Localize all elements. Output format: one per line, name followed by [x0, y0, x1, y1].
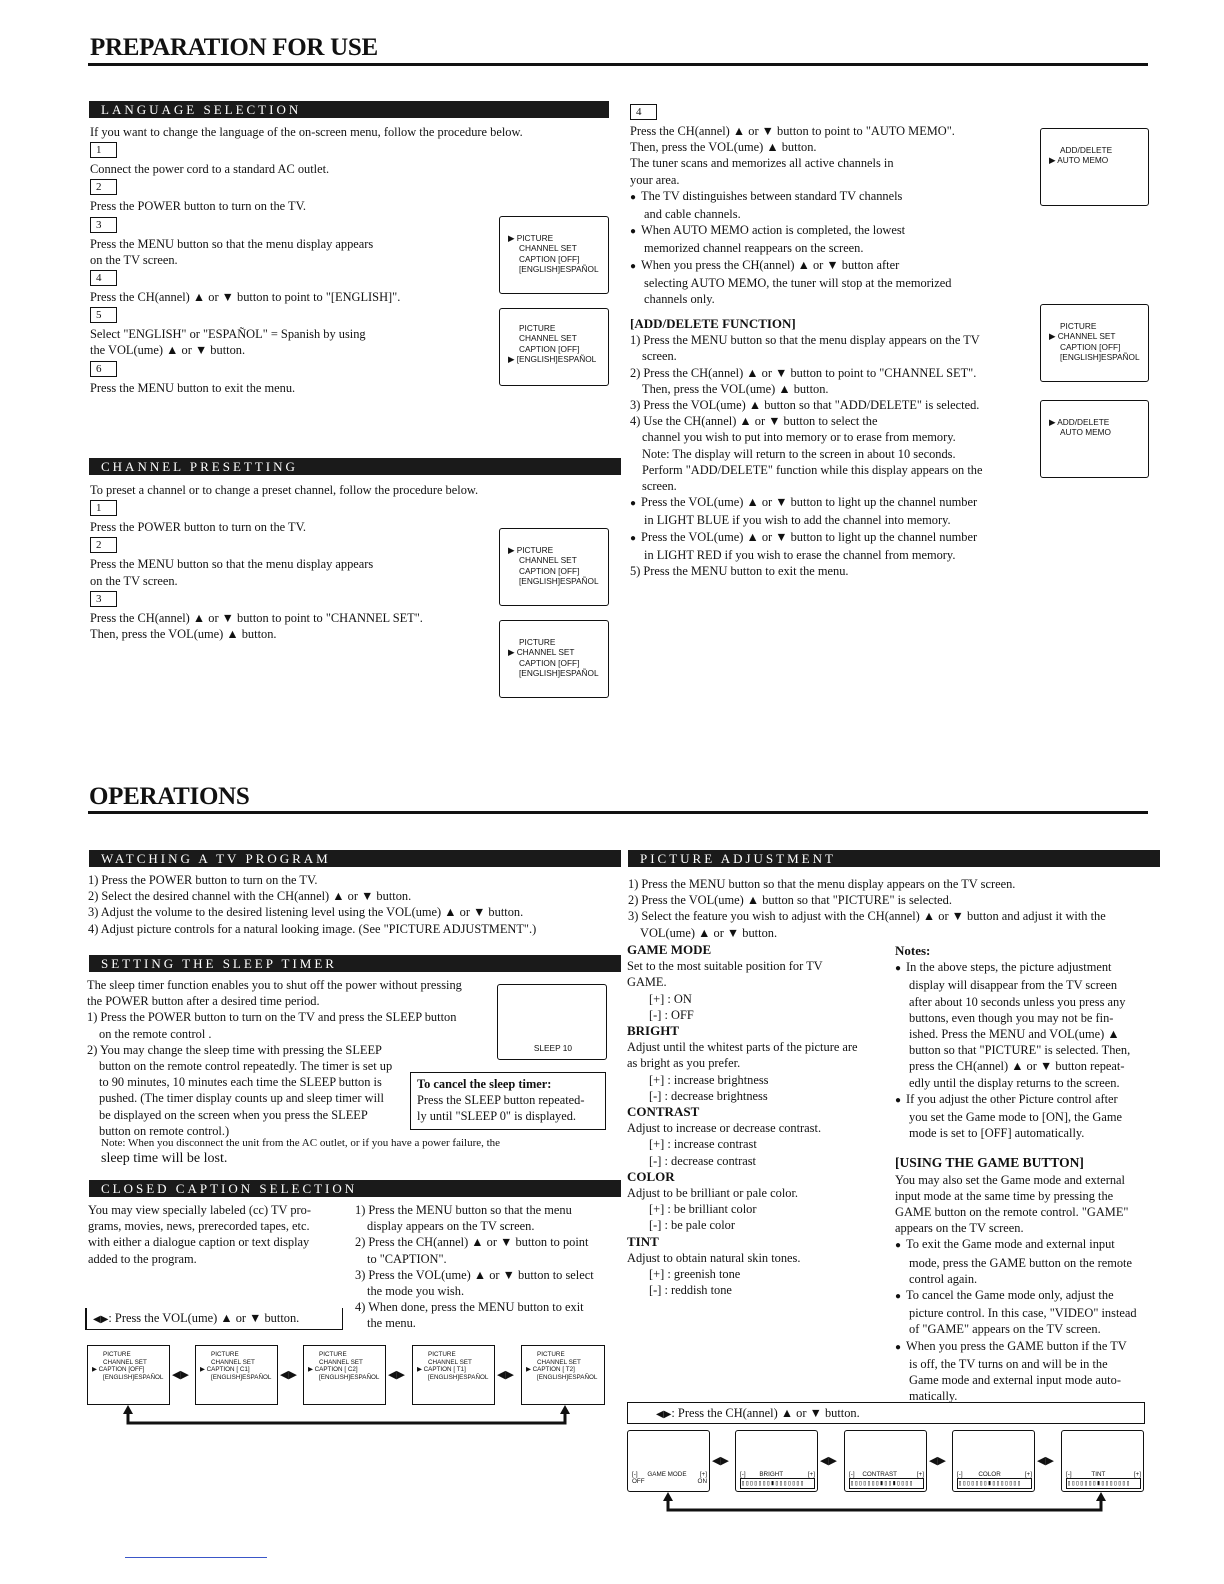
body-text: added to the program. [88, 1251, 197, 1266]
step-number: 2 [90, 537, 117, 553]
note-text: sleep time will be lost. [101, 1151, 228, 1166]
body-text: with either a dialogue caption or text display [88, 1235, 310, 1250]
feature-option: [+] : increase brightness [649, 1072, 769, 1087]
step-text: Connect the power cord to a standard AC outlet. [90, 162, 330, 177]
auto-memo-step [630, 102, 1030, 307]
step-text: button on the remote control repeatedly. The timer is set up [99, 1059, 393, 1074]
note-text: edly until the display returns to the screen. [909, 1075, 1120, 1090]
menu-item: AUTO MEMO [1060, 427, 1112, 438]
step-text: Press the POWER button to turn on the TV. [90, 199, 307, 214]
menu-item: CHANNEL SET [519, 333, 577, 344]
menu-item: AUTO MEMO [1057, 155, 1109, 166]
menu-item: PICTURE [537, 1351, 565, 1358]
section-bar-sleep: SETTING THE SLEEP TIMER [89, 955, 621, 972]
picture-features [627, 942, 887, 1298]
minus-label: [-] [1066, 1471, 1072, 1478]
plus-label: [+] [807, 1471, 815, 1478]
cancel-text: ly until "SLEEP 0" is displayed. [417, 1109, 577, 1124]
step-text: 2) Select the desired channel with the CH(annel) ▲ or ▼ button. [88, 889, 412, 904]
note-text: mode is set to [OFF] automatically. [909, 1126, 1085, 1141]
title-rule [88, 811, 1148, 814]
step-number: 3 [90, 591, 117, 607]
menu-item: CAPTION [ C1] [206, 1366, 250, 1374]
step-text: button on remote control.) [99, 1123, 230, 1138]
step-text: Press the MENU button so that the menu display appears [90, 557, 374, 572]
feature-text: GAME. [627, 975, 667, 990]
feature-text: Set to the most suitable position for TV [627, 959, 823, 974]
menu-item: CHANNEL SET [103, 1358, 147, 1366]
step-number: 4 [90, 270, 117, 286]
contrast-label: CONTRAST [862, 1471, 897, 1478]
feature-option: [-] : decrease brightness [649, 1088, 768, 1103]
bright-screen [735, 1430, 818, 1492]
picture-notes [895, 943, 1147, 1404]
menu-item: CHANNEL SET [428, 1358, 472, 1366]
minus-label: [-] [740, 1471, 746, 1478]
step-text: to "CAPTION". [367, 1251, 447, 1266]
body-text: GAME button on the remote control. "GAME" [895, 1205, 1129, 1220]
tint-label: TINT [1091, 1471, 1106, 1478]
step-text: on the TV screen. [90, 573, 178, 588]
tint-screen [1061, 1430, 1144, 1492]
note-text: Perform "ADD/DELETE" function while this display appears on the [642, 462, 983, 477]
step-text: 3) Press the VOL(ume) ▲ button so that "ADD/DELETE" is selected. [630, 398, 980, 413]
feature-heading: GAME MODE [627, 942, 712, 957]
section-bar-picture: PICTURE ADJUSTMENT [628, 850, 1160, 867]
left-right-arrow-icon: ◀▶ [929, 1454, 946, 1467]
game-mode-row [632, 1471, 707, 1485]
step-number: 1 [90, 142, 117, 158]
menu-item: CAPTION [ C2] [314, 1366, 358, 1374]
menu-item: CHANNEL SET [537, 1358, 581, 1366]
game-mode-screen [627, 1430, 710, 1492]
body-text: input mode at the same time by pressing the [895, 1188, 1114, 1203]
menu-item: PICTURE [319, 1351, 347, 1358]
feature-option: [-] : decrease contrast [649, 1153, 756, 1168]
cancel-sleep-box [410, 1072, 606, 1130]
caption-screen-c2: PICTURE CHANNEL SET ▶ CAPTION [ C2] [ENGLISH]ESPAÑOL [303, 1345, 386, 1405]
bullet-text: is off, the TV turns on and will be in the [909, 1356, 1108, 1371]
step-text: to 90 minutes, 10 minutes each time the SLEEP button is [99, 1075, 382, 1090]
left-right-arrow-icon: ◀▶ [497, 1368, 514, 1381]
note-text: Note: The display will return to the screen in about 10 seconds. [642, 446, 956, 461]
language-intro: If you want to change the language of the on-screen menu, follow the procedure below. [90, 125, 523, 139]
step-text: Press the POWER button to turn on the TV. [90, 520, 307, 535]
body-text: grams, movies, news, prerecorded tapes, etc. [88, 1219, 310, 1234]
step-text: 1) Press the MENU button so that the menu display appears on the TV [630, 333, 980, 348]
bullet-text: matically. [909, 1389, 958, 1404]
section-bar-channel: CHANNEL PRESETTING [89, 458, 621, 475]
left-right-arrow-icon: ◀▶ [712, 1454, 729, 1467]
bullet-text: ● When you press the CH(annel) ▲ or ▼ button after [630, 257, 1030, 275]
step-number: 2 [90, 179, 117, 195]
menu-item: [ENGLISH]ESPAÑOL [537, 1373, 598, 1381]
step-text: the mode you wish. [367, 1284, 465, 1299]
feature-option: [-] : be pale color [649, 1218, 736, 1233]
caption-screen-off: PICTURE CHANNEL SET ▶ CAPTION [OFF] [ENGLISH]ESPAÑOL [87, 1345, 170, 1405]
feature-heading: BRIGHT [627, 1023, 680, 1039]
plus-label: [+] [699, 1471, 707, 1478]
hint-text: : Press the CH(annel) ▲ or ▼ button. [671, 1406, 860, 1420]
step-text: display appears on the TV screen. [367, 1219, 535, 1234]
menu-item: CHANNEL SET [519, 243, 577, 254]
menu-screen: ▶ PICTURE CHANNEL SET CAPTION [OFF] [ENGLISH]ESPAÑOL [499, 528, 609, 606]
bullet-text: in LIGHT BLUE if you wish to add the channel into memory. [644, 513, 951, 528]
section-bar-language: LANGUAGE SELECTION [89, 101, 609, 118]
left-right-arrow-icon: ◀▶ [1037, 1454, 1054, 1467]
hint-text: : Press the VOL(ume) ▲ or ▼ button. [108, 1311, 300, 1325]
note-text: buttons, even though you may not be fin- [909, 1010, 1114, 1025]
picture-hint [627, 1402, 1145, 1424]
game-mode-label: GAME MODE [647, 1471, 687, 1478]
body-text: You may view specially labeled (cc) TV pro- [88, 1203, 311, 1217]
level-bar: ▯▯▯▯▯▯▯▮▯▯▮▯▯▯▯ [849, 1478, 924, 1489]
sleep-screen [497, 984, 607, 1060]
step-text: the VOL(ume) ▲ or ▼ button. [90, 343, 246, 358]
feature-option: [+] : increase contrast [649, 1137, 757, 1152]
step-text: your area. [630, 172, 680, 187]
caption-hint [85, 1308, 343, 1330]
step-text: Press the MENU button to exit the menu. [90, 380, 296, 395]
picture-loop-arrow [660, 1492, 1110, 1517]
step-text: channel you wish to put into memory or to erase from memory. [642, 430, 956, 445]
level-bar: ▯▯▯▯▯▯▯▮▯▯▯▯▯▯▯ [740, 1478, 815, 1489]
body-text: the POWER button after a desired time period. [87, 994, 320, 1009]
step-text: The tuner scans and memorizes all active channels in [630, 156, 894, 171]
note-text: display will disappear from the TV screen [909, 978, 1118, 993]
step-number: 4 [630, 104, 657, 120]
bullet-text: ● When you press the GAME button if the TV [895, 1338, 1147, 1356]
menu-item: [ENGLISH]ESPAÑOL [103, 1373, 164, 1381]
step-text: 1) Press the POWER button to turn on the TV. [88, 873, 318, 887]
step-text: 4) Adjust picture controls for a natural looking image. (See "PICTURE ADJUSTMENT".) [88, 921, 537, 936]
step-number: 1 [90, 500, 117, 516]
channel-intro: To preset a channel or to change a preset channel, follow the procedure below. [90, 483, 479, 497]
note-text: press the CH(annel) ▲ or ▼ button repeat- [909, 1059, 1125, 1074]
step-text: 3) Press the VOL(ume) ▲ or ▼ button to select [355, 1267, 594, 1282]
step-text: Then, press the VOL(ume) ▲ button. [90, 627, 277, 642]
body-text: You may also set the Game mode and external [895, 1172, 1125, 1187]
menu-item: [ENGLISH]ESPAÑOL [428, 1373, 489, 1381]
step-text: VOL(ume) ▲ or ▼ button. [640, 925, 778, 940]
step-text: on the remote control . [99, 1026, 212, 1041]
menu-item: PICTURE [211, 1351, 239, 1358]
step-text: the menu. [367, 1316, 416, 1331]
caption-loop-arrow [120, 1405, 570, 1430]
sleep-readout: SLEEP 10 [533, 1042, 572, 1053]
note-text: button so that "PICTURE" is selected. Then, [909, 1043, 1131, 1058]
menu-item: CAPTION [OFF] [98, 1366, 145, 1374]
step-text: 2) Press the CH(annel) ▲ or ▼ button to point to "CHANNEL SET". [630, 365, 977, 380]
bullet-text: Game mode and external input mode auto- [909, 1373, 1121, 1388]
menu-item: [ENGLISH]ESPAÑOL [519, 668, 599, 679]
feature-text: Adjust to be brilliant or pale color. [627, 1186, 799, 1201]
caption-screen-t1: PICTURE CHANNEL SET ▶ CAPTION [ T1] [ENGLISH]ESPAÑOL [412, 1345, 495, 1405]
menu-item: CAPTION [OFF] [519, 253, 580, 264]
subheading: [ADD/DELETE FUNCTION] [630, 316, 796, 331]
body-text: The sleep timer function enables you to shut off the power without pressing [87, 978, 462, 992]
menu-item: [ENGLISH]ESPAÑOL [211, 1373, 272, 1381]
left-right-arrow-icon: ◀▶ [93, 1314, 109, 1325]
step-text: Press the CH(annel) ▲ or ▼ button to point to "CHANNEL SET". [90, 610, 423, 625]
menu-item: ADD/DELETE [1060, 145, 1113, 155]
note-text: Note: When you disconnect the unit from the AC outlet, or if you have a power failure, the [101, 1137, 501, 1149]
notes-heading: Notes: [895, 943, 931, 958]
menu-item: ADD/DELETE [1057, 417, 1110, 427]
step-text: 4) When done, press the MENU button to exit [355, 1300, 584, 1315]
step-text: Select "ENGLISH" or "ESPAÑOL" = Spanish by using [90, 327, 366, 342]
menu-item: CHANNEL SET [519, 555, 577, 566]
note-text: ● If you adjust the other Picture control after [895, 1091, 1147, 1109]
feature-option: [-] : OFF [649, 1007, 694, 1022]
bullet-text: ● Press the VOL(ume) ▲ or ▼ button to light up the channel number [630, 494, 1030, 512]
menu-item: CHANNEL SET [1057, 331, 1116, 342]
cancel-heading: To cancel the sleep timer: [417, 1077, 552, 1091]
menu-item: CHANNEL SET [319, 1358, 363, 1366]
bullet-text: ● When AUTO MEMO action is completed, the lowest [630, 222, 1030, 240]
feature-text: Adjust until the whitest parts of the picture are [627, 1040, 858, 1055]
title-rule [88, 63, 1148, 66]
bullet-text: mode, press the GAME button on the remote [909, 1255, 1132, 1270]
left-right-arrow-icon: ◀▶ [656, 1409, 672, 1420]
menu-item: PICTURE [519, 637, 556, 647]
caption-screen-c1: PICTURE CHANNEL SET ▶ CAPTION [ C1] [ENGLISH]ESPAÑOL [195, 1345, 278, 1405]
menu-item: CAPTION [ T2] [532, 1366, 575, 1374]
step-text: 4) Use the CH(annel) ▲ or ▼ button to select the [630, 414, 878, 429]
bullet-text: and cable channels. [644, 207, 741, 222]
bullet-text: ● To exit the Game mode and external input [895, 1236, 1147, 1254]
menu-item: PICTURE [1060, 321, 1097, 331]
step-text: Press the CH(annel) ▲ or ▼ button to point to "AUTO MEMO". [630, 124, 955, 138]
step-text: Press the CH(annel) ▲ or ▼ button to point to "[ENGLISH]". [90, 290, 401, 305]
bullet-text: ● To cancel the Game mode only, adjust the [895, 1287, 1147, 1305]
left-right-arrow-icon: ◀▶ [280, 1368, 297, 1381]
section-bar-caption: CLOSED CAPTION SELECTION [89, 1180, 621, 1197]
body-text: appears on the TV screen. [895, 1221, 1024, 1236]
minus-label: [-] [957, 1471, 963, 1478]
menu-item: PICTURE [516, 545, 554, 555]
bullet-text: channels only. [644, 292, 715, 307]
menu-screen: ▶ PICTURE CHANNEL SET CAPTION [OFF] [ENGLISH]ESPAÑOL [499, 216, 609, 294]
note-text: ● In the above steps, the picture adjustment [895, 959, 1147, 977]
feature-heading: TINT [627, 1233, 659, 1249]
feature-option: [+] : ON [649, 991, 692, 1006]
off-label: OFF [632, 1478, 645, 1485]
plus-label: [+] [1133, 1471, 1141, 1478]
step-text: Then, press the VOL(ume) ▲ button. [642, 381, 829, 396]
menu-screen: PICTURE CHANNEL SET CAPTION [OFF] ▶ [ENGLISH]ESPAÑOL [499, 308, 609, 386]
step-text: 2) Press the CH(annel) ▲ or ▼ button to point [355, 1235, 589, 1250]
menu-item: CAPTION [OFF] [519, 343, 580, 354]
bullet-text: ● The TV distinguishes between standard TV channels [630, 188, 1030, 206]
slider-row [957, 1471, 1032, 1489]
left-right-arrow-icon: ◀▶ [820, 1454, 837, 1467]
cancel-text: Press the SLEEP button repeated- [417, 1093, 585, 1108]
bullet-text: in LIGHT RED if you wish to erase the channel from memory. [644, 547, 956, 562]
step-text: screen. [642, 349, 677, 364]
plus-label: [+] [1024, 1471, 1032, 1478]
step-text: 2) Press the VOL(ume) ▲ button so that "PICTURE" is selected. [628, 893, 952, 908]
slider-row [740, 1471, 815, 1489]
left-right-arrow-icon: ◀▶ [172, 1368, 189, 1381]
feature-heading: COLOR [627, 1168, 675, 1184]
feature-text: as bright as you prefer. [627, 1056, 741, 1071]
bullet-text: picture control. In this case, "VIDEO" instead [909, 1306, 1137, 1321]
step-text: pushed. (The timer display counts up and sleep timer will [99, 1091, 384, 1106]
menu-screen: ADD/DELETE ▶ AUTO MEMO [1040, 128, 1149, 206]
minus-label: [-] [632, 1471, 638, 1478]
caption-screen-t2: PICTURE CHANNEL SET ▶ CAPTION [ T2] [ENGLISH]ESPAÑOL [521, 1345, 605, 1405]
menu-item: PICTURE [103, 1351, 131, 1358]
slider-row [849, 1471, 924, 1489]
note-text: you set the Game mode to [ON], the Game [909, 1110, 1122, 1125]
feature-text: Adjust to obtain natural skin tones. [627, 1250, 801, 1265]
bullet-text: memorized channel reappears on the screen. [644, 241, 864, 256]
picture-steps [628, 876, 1148, 941]
step-number: 5 [90, 307, 117, 323]
feature-option: [+] : greenish tone [649, 1267, 741, 1282]
left-right-arrow-icon: ◀▶ [388, 1368, 405, 1381]
bullet-text: ● Press the VOL(ume) ▲ or ▼ button to light up the channel number [630, 529, 1030, 547]
feature-text: Adjust to increase or decrease contrast. [627, 1121, 822, 1136]
step-text: Press the MENU button so that the menu display appears [90, 236, 374, 251]
menu-item: PICTURE [519, 323, 556, 333]
caption-steps [355, 1202, 610, 1332]
menu-item: CHANNEL SET [211, 1358, 255, 1366]
menu-screen: PICTURE ▶ CHANNEL SET CAPTION [OFF] [ENGLISH]ESPAÑOL [499, 620, 609, 698]
step-text: 3) Select the feature you wish to adjust with the CH(annel) ▲ or ▼ button and adjust it with the [628, 909, 1106, 924]
minus-label: [-] [849, 1471, 855, 1478]
step-number: 3 [90, 217, 117, 233]
level-bar: ▯▯▯▯▯▯▯▮▯▯▯▯▯▯▯ [957, 1478, 1032, 1489]
menu-item: CAPTION [OFF] [519, 657, 580, 668]
menu-item: [ENGLISH]ESPAÑOL [1060, 352, 1140, 363]
caption-intro [88, 1202, 338, 1267]
footer-line [125, 1557, 267, 1558]
page-title-preparation: PREPARATION FOR USE [90, 34, 378, 61]
step-text: on the TV screen. [90, 252, 178, 267]
sleep-note [101, 1136, 611, 1168]
subheading: [USING THE GAME BUTTON] [895, 1155, 1084, 1171]
step-text: 5) Press the MENU button to exit the menu. [630, 564, 849, 579]
menu-item: CAPTION [OFF] [519, 565, 580, 576]
add-delete-function [630, 316, 1030, 579]
bullet-text: control again. [909, 1271, 978, 1286]
bullet-text: of "GAME" appears on the TV screen. [909, 1322, 1101, 1337]
color-screen [952, 1430, 1035, 1492]
bullet-text: selecting AUTO MEMO, the tuner will stop at the memorized [644, 275, 952, 290]
feature-option: [-] : reddish tone [649, 1283, 732, 1298]
menu-item: [ENGLISH]ESPAÑOL [516, 354, 597, 365]
menu-screen: PICTURE ▶ CHANNEL SET CAPTION [OFF] [ENGLISH]ESPAÑOL [1040, 304, 1149, 382]
menu-item: CAPTION [ T1] [423, 1366, 466, 1374]
color-label: COLOR [978, 1471, 1001, 1478]
note-text: screen. [642, 479, 677, 494]
section-bar-watching: WATCHING A TV PROGRAM [89, 850, 621, 867]
page-title-operations: OPERATIONS [89, 783, 250, 810]
on-label: ON [697, 1478, 707, 1485]
menu-item: CAPTION [OFF] [1060, 341, 1121, 352]
watching-steps [88, 872, 608, 937]
step-text: 1) Press the POWER button to turn on the TV and press the SLEEP button [87, 1010, 457, 1025]
step-text: 3) Adjust the volume to the desired listening level using the VOL(ume) ▲ or ▼ button. [88, 905, 524, 920]
step-text: Then, press the VOL(ume) ▲ button. [630, 140, 817, 155]
menu-item: [ENGLISH]ESPAÑOL [319, 1373, 380, 1381]
step-text: be displayed on the screen when you press the SLEEP [99, 1107, 368, 1122]
step-text: 1) Press the MENU button so that the menu [355, 1203, 572, 1217]
menu-item: CHANNEL SET [516, 647, 575, 658]
contrast-screen [844, 1430, 927, 1492]
menu-item: PICTURE [516, 233, 554, 243]
menu-screen: ▶ ADD/DELETE AUTO MEMO [1040, 400, 1149, 478]
step-text: 1) Press the MENU button so that the menu display appears on the TV screen. [628, 877, 1016, 891]
menu-item: [ENGLISH]ESPAÑOL [519, 264, 599, 275]
feature-heading: CONTRAST [627, 1104, 700, 1120]
menu-item: PICTURE [428, 1351, 456, 1358]
note-text: after about 10 seconds unless you press any [909, 994, 1126, 1009]
plus-label: [+] [916, 1471, 924, 1478]
slider-row [1066, 1471, 1141, 1489]
bright-label: BRIGHT [759, 1471, 784, 1478]
level-bar: ▯▯▯▯▯▯▯▮▯▯▯▯▯▯▯ [1066, 1478, 1141, 1489]
menu-item: [ENGLISH]ESPAÑOL [519, 576, 599, 587]
feature-option: [+] : be brilliant color [649, 1202, 757, 1217]
step-number: 6 [90, 361, 117, 377]
note-text: ished. Press the MENU and VOL(ume) ▲ [909, 1027, 1120, 1042]
step-text: 2) You may change the sleep time with pressing the SLEEP [87, 1042, 382, 1057]
